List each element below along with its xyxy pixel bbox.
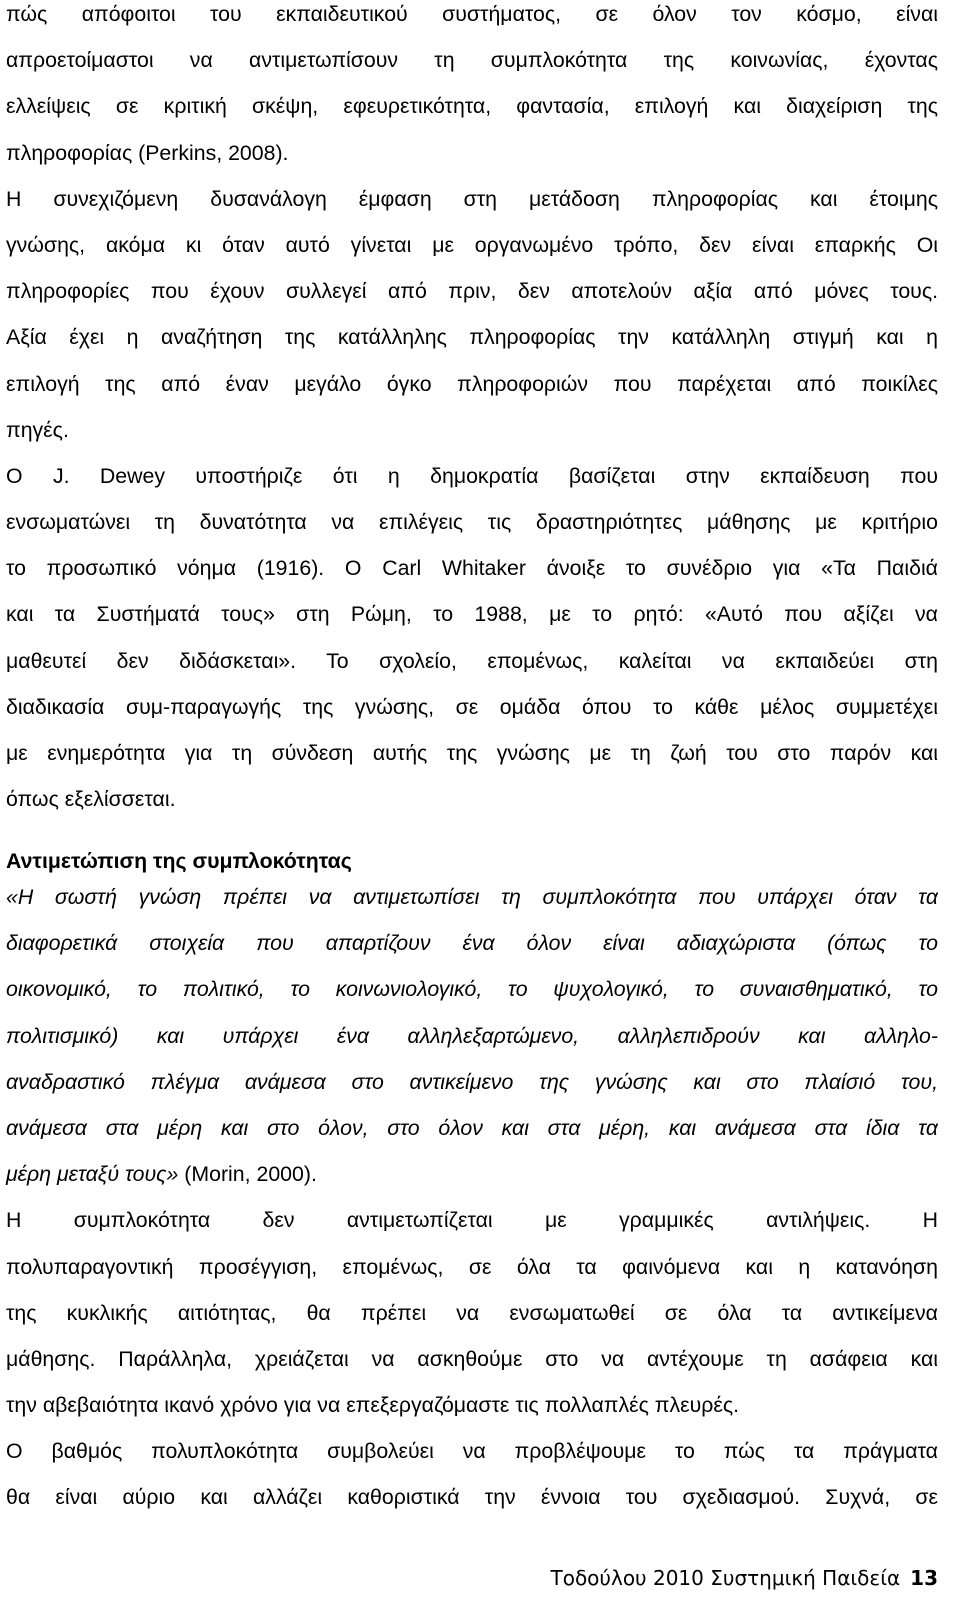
- quote-line: οικονομικό, το πολιτικό, το κοινωνιολογικό, το ψυχολογικό, το συναισθηματικό, το: [6, 977, 938, 1002]
- text-line: το προσωπικό νόημα (1916). Ο Carl Whitaker άνοιξε το συνέδριο για «Τα Παιδιά: [6, 556, 938, 581]
- quote-final-line: [6, 1151, 938, 1197]
- text-line: διαδικασία συμ-παραγωγής της γνώσης, σε ομάδα όπου το κάθε μέλος συμμετέχει: [6, 694, 938, 719]
- text-line: θα είναι αύριο και αλλάζει καθοριστικά την έννοια του σχεδιασμού. Συχνά, σε: [6, 1485, 938, 1510]
- text-line: την αβεβαιότητα ικανό χρόνο για να επεξεργαζόμαστε τις πολλαπλές πλευρές.: [6, 1393, 740, 1418]
- text-line: Ο J. Dewey υποστήριζε ότι η δημοκρατία βασίζεται στην εκπαίδευση που: [6, 463, 938, 488]
- text-line: πηγές.: [6, 417, 69, 442]
- text-line: πώς απόφοιτοι του εκπαιδευτικού συστήματος, σε όλον τον κόσμο, είναι: [6, 2, 938, 26]
- text-line: με ενημερότητα για τη σύνδεση αυτής της γνώσης με τη ζωή του στο παρόν και: [6, 741, 938, 765]
- quote-citation: (Morin, 2000).: [178, 1162, 317, 1187]
- body-text-section-2: [6, 874, 938, 1521]
- text-line: Η συμπλοκότητα δεν αντιμετωπίζεται με γραμμικές αντιλήψεις. Η: [6, 1208, 938, 1233]
- text-line: της κυκλικής αιτιότητας, θα πρέπει να ενσωματωθεί σε όλα τα αντικείμενα: [6, 1300, 938, 1325]
- text-line: πληροφορίας (Perkins, 2008).: [6, 140, 289, 165]
- quote-end-text: μέρη μεταξύ τους»: [6, 1162, 179, 1187]
- text-line: μαθευτεί δεν διδάσκεται». Το σχολείο, επομένως, καλείται να εκπαιδεύει στη: [6, 648, 938, 673]
- quote-line: «Η σωστή γνώση πρέπει να αντιμετωπίσει τη συμπλοκότητα που υπάρχει όταν τα: [6, 885, 938, 909]
- body-text-section-1: [6, 0, 938, 822]
- text-line: Ο βαθμός πολυπλοκότητα συμβολεύει να προβλέψουμε το πώς τα πράγματα: [6, 1439, 938, 1464]
- text-line: απροετοίμαστοι να αντιμετωπίσουν τη συμπλοκότητα της κοινωνίας, έχοντας: [6, 48, 938, 73]
- text-line: όπως εξελίσσεται.: [6, 787, 176, 812]
- text-line: επιλογή της από έναν μεγάλο όγκο πληροφοριών που παρέχεται από ποικίλες: [6, 371, 938, 396]
- text-line: μάθησης. Παράλληλα, χρειάζεται να ασκηθούμε στο να αντέχουμε τη ασάφεια και: [6, 1346, 938, 1371]
- text-line: πολυπαραγοντική προσέγγιση, επομένως, σε όλα τα φαινόμενα και η κατανόηση: [6, 1254, 938, 1279]
- quote-line: ανάμεσα στα μέρη και στο όλον, στο όλον και στα μέρη, και ανάμεσα στα ίδια τα: [6, 1115, 938, 1140]
- text-line: πληροφορίες που έχουν συλλεγεί από πριν, δεν αποτελούν αξία από μόνες τους.: [6, 279, 938, 304]
- footer-label: Τοδούλου 2010 Συστημική Παιδεία: [550, 1566, 901, 1590]
- page-number: 13: [910, 1566, 938, 1590]
- text-line: Η συνεχιζόμενη δυσανάλογη έμφαση στη μετάδοση πληροφορίας και έτοιμης: [6, 186, 938, 211]
- section-heading: Αντιμετώπιση της συμπλοκότητας: [6, 849, 352, 873]
- text-line: ελλείψεις σε κριτική σκέψη, εφευρετικότητα, φαντασία, επιλογή και διαχείριση της: [6, 94, 938, 119]
- quote-line: πολιτισμικό) και υπάρχει ένα αλληλεξαρτώμενο, αλληλεπιδρούν και αλληλο-: [6, 1023, 938, 1048]
- text-line: Αξία έχει η αναζήτηση της κατάλληλης πληροφορίας την κατάλληλη στιγμή και η: [6, 325, 938, 350]
- quote-line: αναδραστικό πλέγμα ανάμεσα στο αντικείμενο της γνώσης και στο πλαίσιό του,: [6, 1069, 938, 1094]
- page-footer: [550, 1564, 938, 1592]
- text-line: γνώσης, ακόμα κι όταν αυτό γίνεται με οργανωμένο τρόπο, δεν είναι επαρκής Οι: [6, 232, 938, 257]
- text-line: ενσωματώνει τη δυνατότητα να επιλέγεις τις δραστηριότητες μάθησης με κριτήριο: [6, 510, 938, 535]
- text-line: και τα Συστήματά τους» στη Ρώμη, το 1988, με το ρητό: «Αυτό που αξίζει να: [6, 602, 938, 627]
- quote-line: διαφορετικά στοιχεία που απαρτίζουν ένα όλον είναι αδιαχώριστα (όπως το: [6, 931, 938, 956]
